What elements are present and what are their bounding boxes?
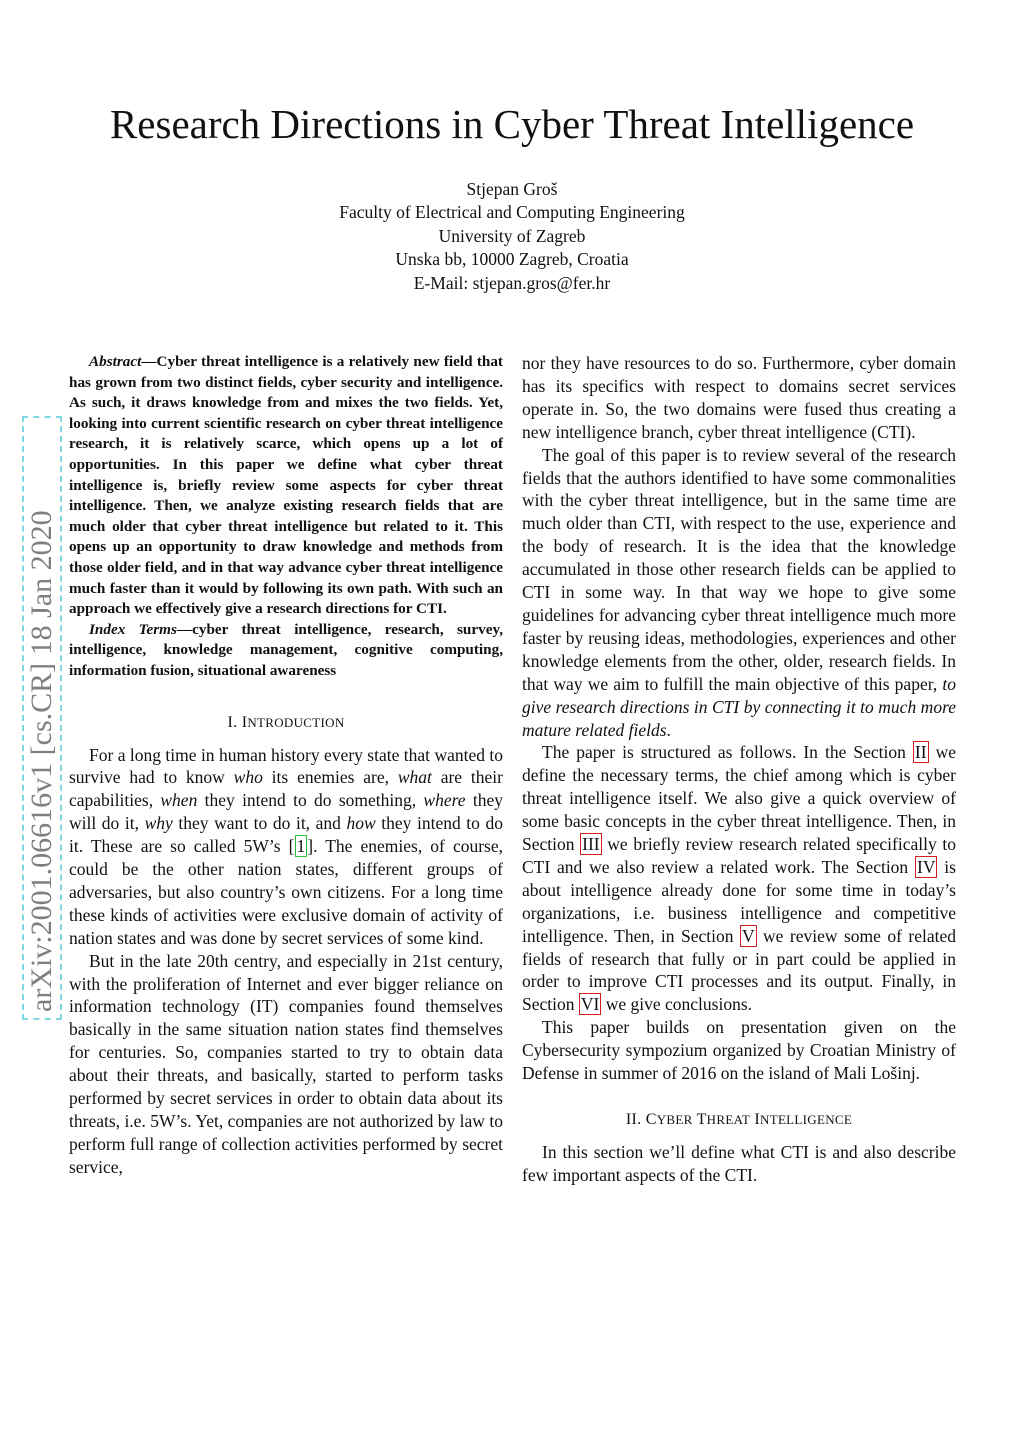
right-column xyxy=(522,352,956,1187)
arxiv-identifier[interactable]: arXiv:2001.06616v1 [cs.CR] 18 Jan 2020 xyxy=(22,416,62,1020)
section-link[interactable]: V xyxy=(741,925,755,946)
intro-paragraph-2: But in the late 20th centry, and especially in 21st century, with the proliferation of Internet and ever bigger reliance on information technology (IT) companies found themselves basically in the same situation nation states find themselves for centuries. So, companies started to try to obtain data about their threats, and basically, started to perform tasks performed by secret services in order to obtain data about its threats, i.e. 5W’s. Yet, companies are not authorized by law to perform full range of collection activities performed by secret service, xyxy=(69,950,503,1177)
affiliation-line: Unska bb, 10000 Zagreb, Croatia xyxy=(395,249,629,270)
affiliation-line: Faculty of Electrical and Computing Engineering xyxy=(339,202,685,223)
abstract-label: Abstract xyxy=(89,353,142,370)
abstract: Abstract—Cyber threat intelligence is a relatively new field that has grown from two distinct fields, cyber security and intelligence. As such, it draws knowledge from and mixes the two fields. Yet, looking into current scientific research on cyber threat intelligence research, it is relatively scarce, which opens up a lot of opportunities. In this paper we define what cyber threat intelligence is, briefly review some aspects for cyber threat intelligence. Then, we analyze existing research fields that are much older that cyber threat intelligence but related to it. This opens up an opportunity to draw knowledge and methods from those older field, and in that way advance cyber threat intelligence much faster than it would by following its own path. With such an approach we effectively give a research directions for CTI. xyxy=(69,353,503,618)
left-column xyxy=(69,352,503,1179)
index-terms: Index Terms—cyber threat intelligence, research, survey, intelligence, knowledge management, cognitive computing, information fusion, situational awareness xyxy=(69,620,503,679)
affiliation-line: University of Zagreb xyxy=(438,225,586,246)
paper-title: Research Directions in Cyber Threat Intelligence xyxy=(109,101,915,147)
author-block xyxy=(0,178,1024,295)
intro-paragraph-4: The goal of this paper is to review several of the research fields that the authors identified to have some commonalities with the cyber threat intelligence, but in the same time are much older than CTI, with respect to the use, experience and the body of research. It is the idea that the knowledge accumulated in those other research fields can be applied to CTI in some way. In that way we hope to give some guidelines for advancing cyber threat intelligence much more faster by reusing ideas, methodologies, experiences and other knowledge elements from the other, older, research fields. In that way we aim to fulfill the main objective of this paper, to give research directions in CTI by connecting it to much more mature related fields. xyxy=(522,444,956,740)
section-link[interactable]: VI xyxy=(580,994,600,1015)
intro-paragraph-6: This paper builds on presentation given on the Cybersecurity sympozium organized by Croatian Ministry of Defense in summer of 2016 on the island of Mali Lošinj. xyxy=(522,1017,956,1084)
abstract-text: Cyber threat intelligence is a relatively new field that has grown from two distinct fields, cyber security and intelligence. As such, it draws knowledge from and mixes the two fields. Yet, looking into current scientific research on cyber threat intelligence research, it is relatively scarce, which opens up a lot of opportunities. In this paper we define what cyber threat intelligence is, briefly review some aspects for cyber threat intelligence. Then, we analyze existing research fields that are much older that cyber threat intelligence but related to it. This opens up an opportunity to draw knowledge and methods from those older field, and in that way advance cyber threat intelligence much faster than it would by following its own path. With such an approach we effectively give a research directions for CTI. xyxy=(69,353,503,618)
section-heading-introduction: I. INTRODUCTION xyxy=(227,713,345,731)
intro-paragraph-5: The paper is structured as follows. In the Section II we define the necessary terms, the chief among which is cyber threat intelligence itself. We also give a quick overview of some basic concepts in the cyber threat intelligence. Then, in Section III we briefly review research related specifically to CTI and we also review a related work. The Section IV is about intelligence already done for some time in today’s organizations, i.e. business intelligence and competitive intelligence. Then, in Section V we review some of related fields of research that fully or in part could be applied in order to improve CTI processes and its output. Finally, in Section VI we give conclusions. xyxy=(522,742,957,1015)
index-terms-label: Index Terms xyxy=(89,620,177,638)
section-link[interactable]: III xyxy=(582,834,600,855)
author-name: Stjepan Groš xyxy=(466,179,558,199)
index-terms-text: cyber threat intelligence, research, survey, intelligence, knowledge management, cognitive computing, information fusion, situational awareness xyxy=(69,620,503,679)
section-link[interactable]: II xyxy=(914,742,927,763)
intro-paragraph-3: nor they have resources to do so. Furthermore, cyber domain has its specifics with respect to domains secret services operate in. So, the two domains were fused thus creating a new intelligence branch, cyber threat intelligence (CTI). xyxy=(522,353,956,442)
cti-paragraph-1: In this section we’ll define what CTI is and also describe few important aspects of the CTI. xyxy=(522,1142,956,1185)
author-email: E-Mail: stjepan.gros@fer.hr xyxy=(413,272,611,293)
intro-paragraph-1: For a long time in human history every state that wanted to survive had to know who its enemies are, what are their capabilities, when they intend to do something, where they will do it, why they want to do it, and how they intend to do it. These are so called 5W’s [ 1 ]. The enemies, of course, could be the other nation states, different groups of adversaries, but also country’s own citizens. For a long time these kinds of activities were exclusive domain of activity of nation states and was done by secret services of some kind. xyxy=(69,744,504,948)
section-heading-cti: II. CYBER THREAT INTELLIGENCE xyxy=(625,1111,853,1128)
citation-link[interactable]: 1 xyxy=(296,836,306,857)
section-link[interactable]: IV xyxy=(917,856,936,877)
